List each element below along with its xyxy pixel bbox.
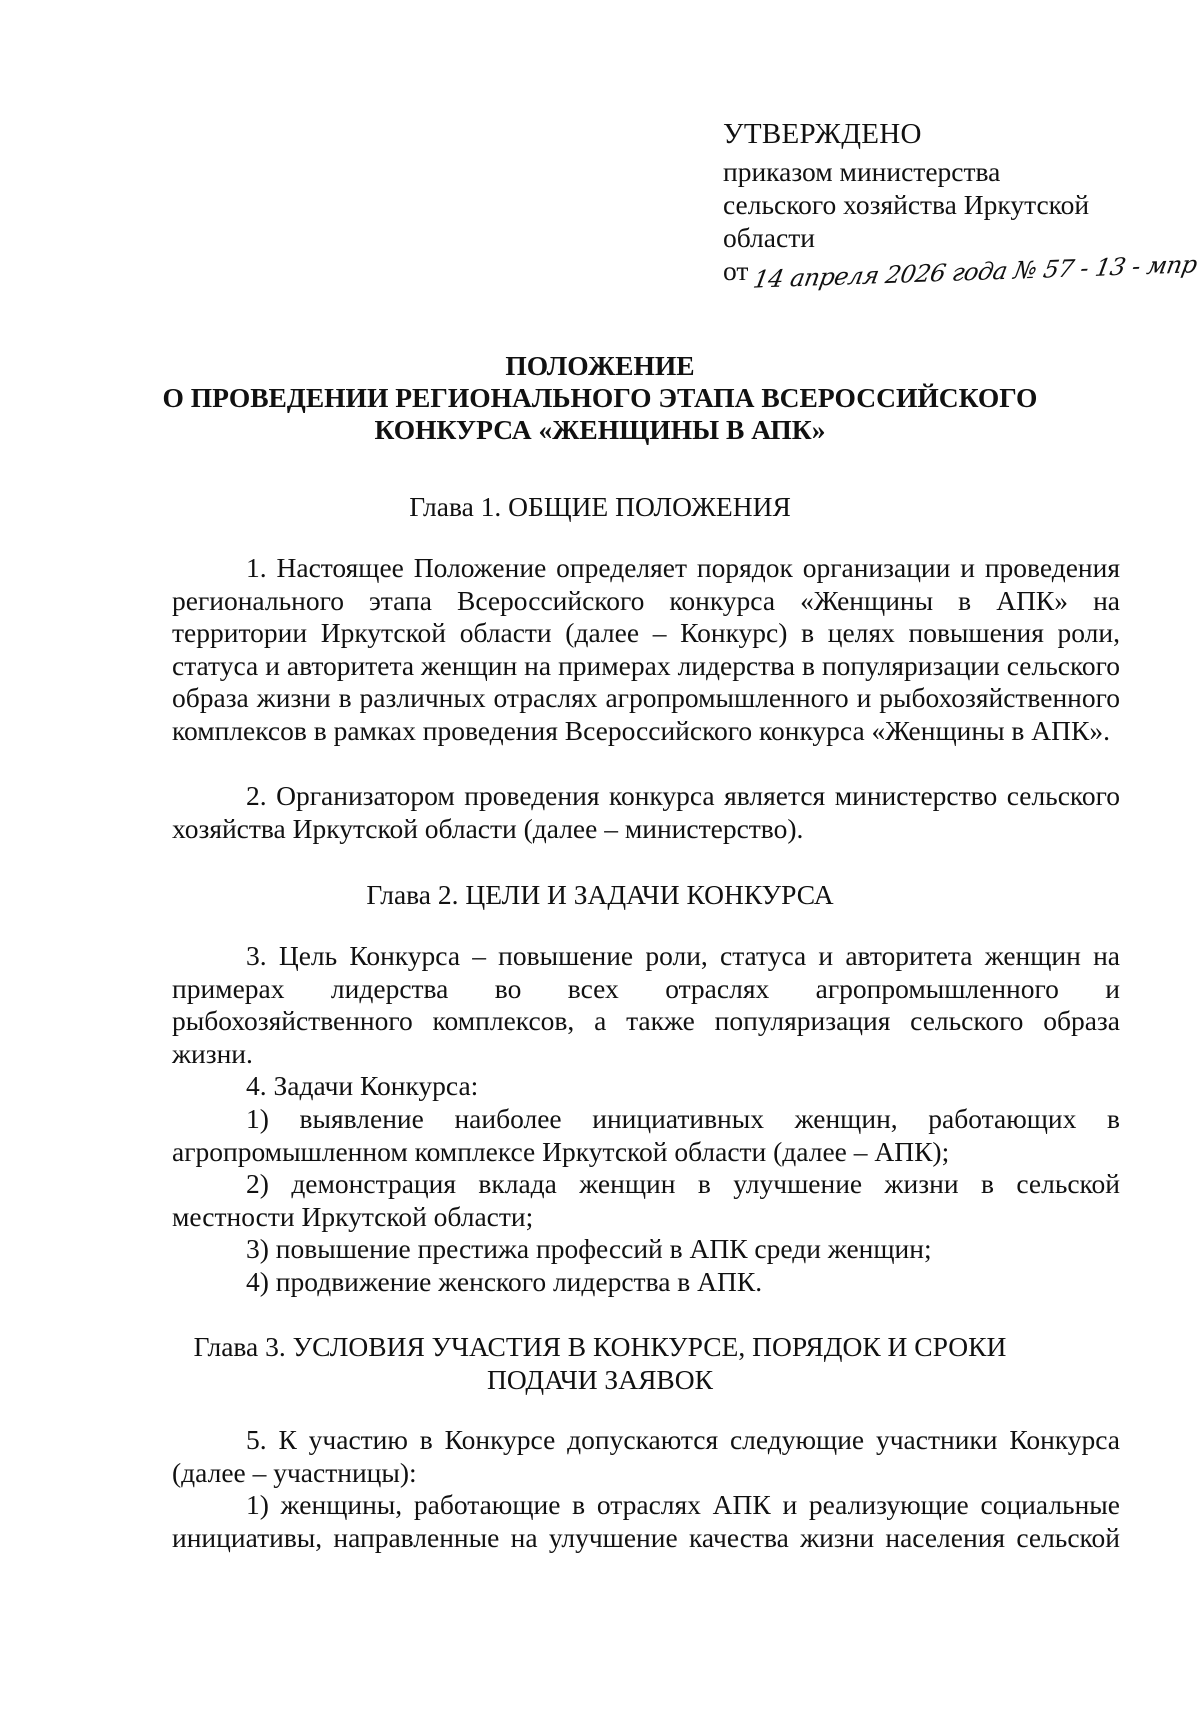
title-line-1: ПОЛОЖЕНИЕ bbox=[505, 350, 695, 381]
chapter-2-heading: Глава 2. ЦЕЛИ И ЗАДАЧИ КОНКУРСА bbox=[366, 879, 834, 910]
handwritten-date-number: 14 апреля 2026 года № 57 - 13 - мпр bbox=[751, 250, 1200, 294]
title-line-3: КОНКУРСА «ЖЕНЩИНЫ В АПК» bbox=[374, 414, 826, 445]
approval-stamp-block bbox=[723, 118, 1200, 294]
chapter-3-heading-line-1: Глава 3. УСЛОВИЯ УЧАСТИЯ В КОНКУРСЕ, ПОРЯДОК И СРОКИ bbox=[193, 1331, 1007, 1362]
participant-item-1: 1) женщины, работающие в отраслях АПК и реализующие социальные инициативы, направленные на улучшение качества жизни населения сельской bbox=[172, 1489, 1120, 1553]
chapter-3-heading-line-2: ПОДАЧИ ЗАЯВОК bbox=[487, 1364, 713, 1395]
approved-label: УТВЕРЖДЕНО bbox=[723, 118, 922, 150]
approval-line-2: сельского хозяйства Иркутской bbox=[723, 189, 1090, 220]
task-item-4: 4) продвижение женского лидерства в АПК. bbox=[246, 1266, 763, 1297]
task-item-2: 2) демонстрация вклада женщин в улучшение жизни в сельской местности Иркутской области; bbox=[172, 1168, 1120, 1232]
paragraph-1: 1. Настоящее Положение определяет порядок организации и проведения регионального этапа Всероссийского конкурса «Женщины в АПК» на территории Иркутской области (далее – Конкурс) в целях повышения роли, статуса и авторитета женщин на примерах лидерства в популяризации сельского образа жизни в различных отраслях агропромышленного и рыбохозяйственного комплексов в рамках проведения Всероссийского конкурса «Женщины в АПК». bbox=[172, 552, 1120, 746]
document-title bbox=[150, 350, 1050, 446]
task-item-1: 1) выявление наиболее инициативных женщин, работающих в агропромышленном комплексе Иркутской области (далее – АПК); bbox=[172, 1103, 1120, 1167]
task-item-3: 3) повышение престижа профессий в АПК среди женщин; bbox=[246, 1233, 932, 1264]
paragraph-2: 2. Организатором проведения конкурса является министерство сельского хозяйства Иркутской области (далее – министерство). bbox=[172, 780, 1120, 844]
paragraph-4: 4. Задачи Конкурса: bbox=[246, 1070, 479, 1101]
approval-date-prefix: от bbox=[723, 255, 749, 286]
approval-date-line bbox=[723, 250, 1200, 294]
chapter-3-heading bbox=[150, 1330, 1050, 1396]
chapter-1-heading: Глава 1. ОБЩИЕ ПОЛОЖЕНИЯ bbox=[409, 491, 791, 522]
approval-line-3: области bbox=[723, 222, 815, 253]
approval-line-1: приказом министерства bbox=[723, 156, 1001, 187]
paragraph-3: 3. Цель Конкурса – повышение роли, статуса и авторитета женщин на примерах лидерства во всех отраслях агропромышленного и рыбохозяйственного комплексов, а также популяризация сельского образа жизни. bbox=[172, 940, 1120, 1069]
title-line-2: О ПРОВЕДЕНИИ РЕГИОНАЛЬНОГО ЭТАПА ВСЕРОССИЙСКОГО bbox=[162, 382, 1038, 413]
paragraph-5: 5. К участию в Конкурсе допускаются следующие участники Конкурса (далее – участницы): bbox=[172, 1424, 1120, 1488]
